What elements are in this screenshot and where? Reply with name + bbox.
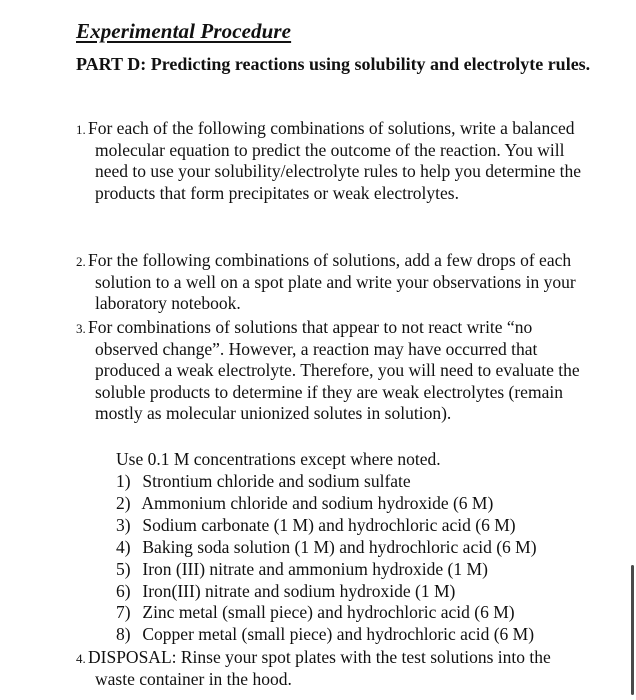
list-item [116,559,537,581]
step-number: 1. [76,122,86,137]
list-item [116,624,537,646]
combination-number: 7) [116,602,131,623]
combination-number: 4) [116,536,131,557]
step-text: For the following combinations of solutions, add a few drops of each solution to a well on a spot plate and write your observations in your laboratory notebook. [88,250,576,314]
combination-number: 3) [116,514,131,535]
procedure-step-4 [76,647,591,690]
list-item [116,471,537,493]
part-d-heading: PART D: Predicting reactions using solubility and electrolyte rules. [76,54,591,74]
concentration-note: Use 0.1 M concentrations except where noted. [116,449,441,469]
combination-text: Strontium chloride and sodium sulfate [142,471,411,491]
step-text: DISPOSAL: Rinse your spot plates with the test solutions into the waste container in the hood. [88,647,551,689]
list-item [116,537,537,559]
procedure-step-2 [76,250,591,315]
step-text: For combinations of solutions that appear to not react write “no observed change”. However, a reaction may have occurred that produced a weak electrolyte. Therefore, you will need to evaluate the soluble products to determine if they are weak electrolytes (remain mostly as molecular unionized solutes in solution). [88,317,580,424]
combination-text: Iron (III) nitrate and ammonium hydroxide (1 M) [142,558,488,579]
combination-number: 5) [116,558,131,579]
procedure-step-3 [76,317,591,425]
combination-number: 1) [116,471,131,491]
page-title: Experimental Procedure [76,19,292,43]
step-number: 4. [76,651,86,666]
combination-text: Copper metal (small piece) and hydrochloric acid (6 M) [142,624,535,645]
scrollbar-thumb[interactable] [631,565,634,695]
combination-text: Baking soda solution (1 M) and hydrochloric acid (6 M) [142,536,537,557]
combination-list [116,471,537,646]
list-item [116,581,537,603]
combination-number: 6) [116,580,131,601]
step-number: 2. [76,254,86,269]
step-number: 3. [76,321,86,336]
combination-text: Ammonium chloride and sodium hydroxide (6 M) [141,492,494,513]
procedure-step-1 [76,118,591,204]
combination-text: Zinc metal (small piece) and hydrochloric acid (6 M) [142,602,515,623]
list-item [116,602,537,624]
combination-number: 8) [116,624,131,645]
list-item [116,493,537,515]
combination-text: Iron(III) nitrate and sodium hydroxide (1 M) [142,580,456,601]
step-text: For each of the following combinations of solutions, write a balanced molecular equation to predict the outcome of the reaction. You will need to use your solubility/electrolyte rules to help you determine the products that form precipitates or weak electrolytes. [88,118,581,203]
combination-number: 2) [116,492,131,513]
combination-text: Sodium carbonate (1 M) and hydrochloric acid (6 M) [142,514,516,535]
list-item [116,515,537,537]
